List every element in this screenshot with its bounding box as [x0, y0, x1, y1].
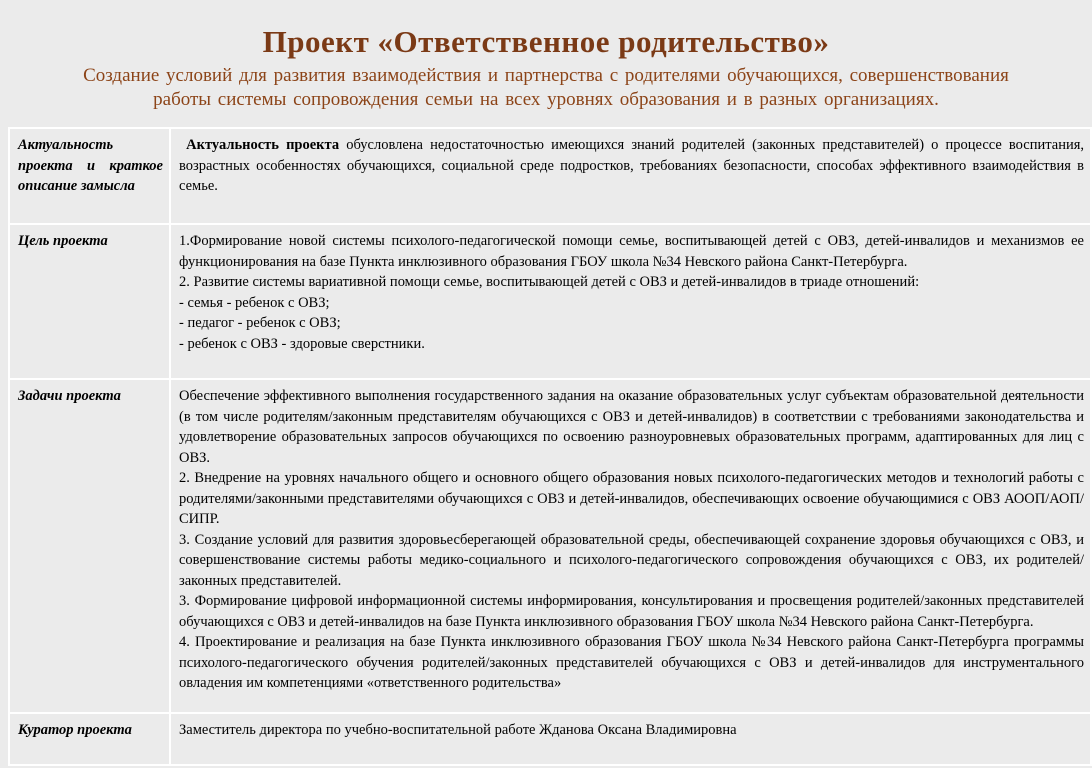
task-item-4: 3. Формирование цифровой информационной системы информирования, консультирования и просвещения родителей/законных представителей обучающихся с ОВЗ и детей-инвалидов на базе Пункта инклюзивного образования ГБОУ школа №34 Невского района Санкт-Петербурга. [179, 593, 1084, 630]
table-row-goal [9, 224, 1091, 379]
relevance-content [170, 128, 1091, 224]
goal-sub-1: - семья - ребенок с ОВЗ; [179, 294, 330, 311]
task-item-1: Обеспечение эффективного выполнения государственного задания на оказание образовательных услуг субъектам образовательной деятельности (в том числе родителям/законным представителям обучающихся с ОВЗ и детей-инвалидов) в соответствии с требованиями законодательства и удовлетворение образовательных запросов обучающихся по освоению разноуровневых образовательных программ, адаптированных для лиц с ОВЗ. [179, 388, 1084, 466]
goal-item-2: 2. Развитие системы вариативной помощи семье, воспитывающей детей с ОВЗ и детей-инвалидов в триаде отношений: [179, 274, 920, 290]
tasks-content [170, 379, 1091, 713]
goal-label: Цель проекта [9, 224, 170, 379]
project-table [8, 127, 1092, 766]
relevance-lead: Актуальность проекта [186, 137, 340, 153]
page-subtitle [30, 64, 1062, 112]
goal-sub-3: - ребенок с ОВЗ - здоровые сверстники. [179, 335, 425, 352]
relevance-text: обусловлена недостаточностью имеющихся знаний родителей (законных представителей) о процессе воспитания, возрастных особенностях обучающихся, социальной среде подростков, требованиях безопасности, способах эффективного взаимодействия в семье. [179, 137, 1085, 194]
goal-content [170, 224, 1091, 379]
table-row-relevance [9, 128, 1091, 224]
table-row-tasks [9, 379, 1091, 713]
tasks-label: Задачи проекта [9, 379, 170, 713]
subtitle-line-1: Создание условий для развития взаимодействия и партнерства с родителями обучающихся, совершенствования [83, 65, 1009, 86]
curator-content: Заместитель директора по учебно-воспитательной работе Жданова Оксана Владимировна [170, 713, 1091, 765]
page-title: Проект «Ответственное родительство» [262, 24, 830, 59]
goal-sub-2: - педагог - ребенок с ОВЗ; [179, 315, 341, 331]
subtitle-line-2: работы системы сопровождения семьи на всех уровнях образования и в разных организациях. [153, 89, 939, 110]
table-row-curator [9, 713, 1091, 765]
task-item-5: 4. Проектирование и реализация на базе Пункта инклюзивного образования ГБОУ школа №34 Невского района Санкт-Петербурга программы психолого-педагогического обучения родителей/законных представителей обучающихся с ОВЗ и детей-инвалидов для инструментального овладения им компетенциями «ответственного родительства» [179, 634, 1084, 691]
goal-item-1: 1.Формирование новой системы психолого-педагогической помощи семье, воспитывающей детей с ОВЗ, детей-инвалидов и механизмов ее функционирования на базе Пункта инклюзивного образования ГБОУ школа №34 Невского района Санкт-Петербурга. [179, 233, 1084, 270]
curator-label: Куратор проекта [9, 713, 170, 765]
relevance-label: Актуальность проекта и краткое описание замысла [9, 128, 170, 224]
task-item-2: 2. Внедрение на уровнях начального общего и основного общего образования новых психолого-педагогических методов и технологий работы с родителями/законными представителями обучающихся с ОВЗ и детей-инвалидов, обеспечивающих освоение обучающимися с ОВЗ АООП/АОП/СИПР. [179, 470, 1084, 527]
task-item-3: 3. Создание условий для развития здоровьесберегающей образовательной среды, обеспечивающей сохранение здоровья обучающихся с ОВЗ, и совершенствование системы работы медико-социального и психолого-педагогического сопровождения обучающихся с ОВЗ, их родителей/законных представителей. [179, 531, 1084, 589]
